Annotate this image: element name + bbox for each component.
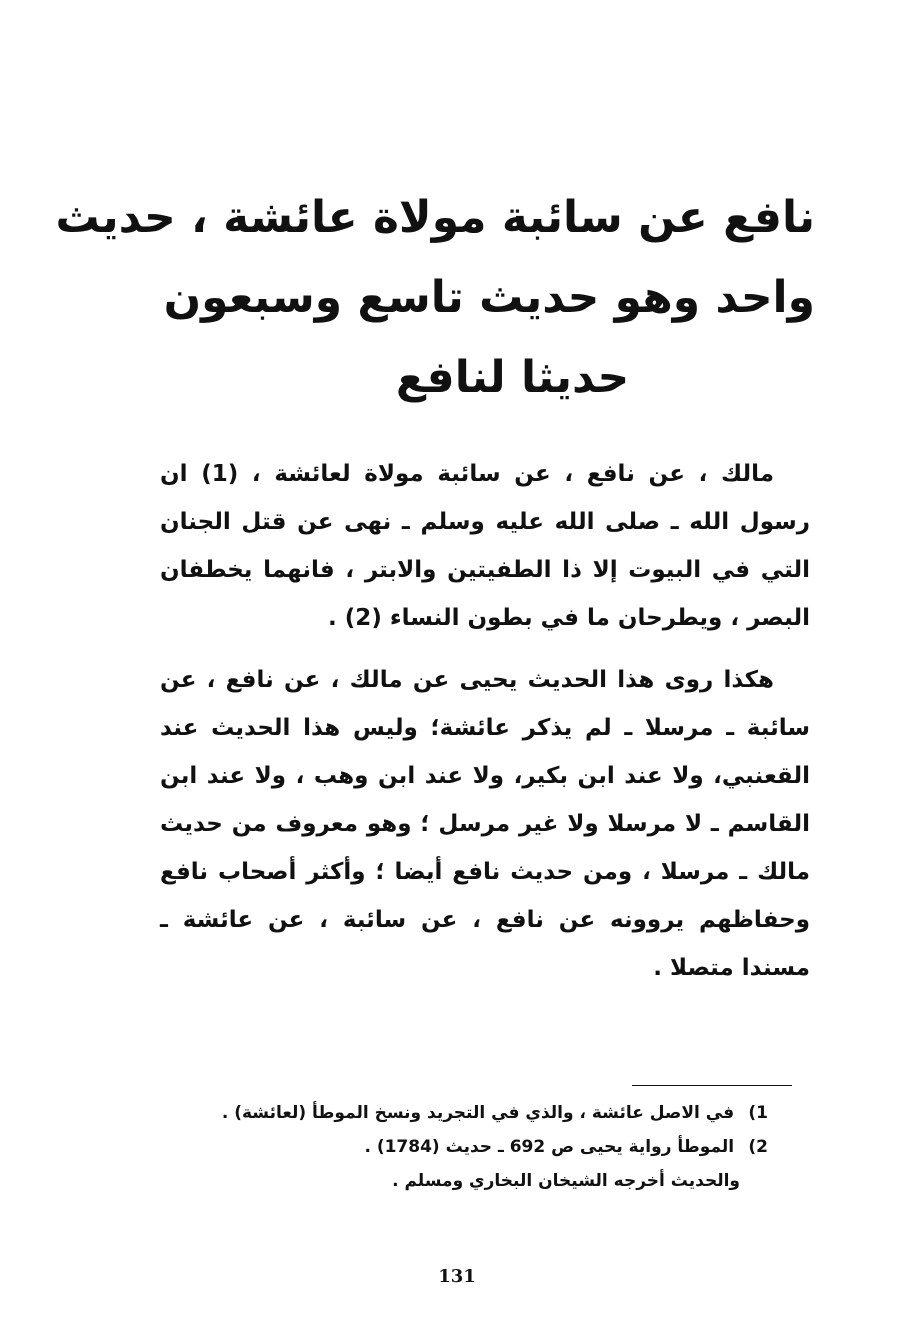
- footnote-separator: [632, 1085, 792, 1086]
- footnote-text: والحديث أخرجه الشيخان البخاري ومسلم .: [392, 1171, 740, 1191]
- footnote-2: [140, 1130, 768, 1164]
- heading-line-1: نافع عن سائبة مولاة عائشة ، حديث: [55, 192, 815, 243]
- heading-line-2: واحد وهو حديث تاسع وسبعون: [163, 272, 815, 323]
- footnote-number: 1): [748, 1103, 768, 1123]
- footnote-text: في الاصل عائشة ، والذي في التجريد ونسخ الموطأ (لعائشة) .: [221, 1103, 735, 1123]
- heading-line-3: حديثا لنافع: [395, 352, 630, 403]
- footnote-1: [140, 1096, 768, 1130]
- footnote-2-continuation: [140, 1164, 768, 1198]
- commentary-paragraph: هكذا روى هذا الحديث يحيى عن مالك ، عن نافع ، عن سائبة ـ مرسلا ـ لم يذكر عائشة؛ وليس هذا الحديث عند القعنبي، ولا عند ابن بكير، ولا عند ابن وهب ، ولا عند ابن القاسم ـ لا مرسلا ولا غير مرسل ؛ وهو معروف من حديث مالك ـ مرسلا ، ومن حديث نافع أيضا ؛ وأكثر أصحاب نافع وحفاظهم يروونه عن نافع ، عن سائبة ، عن عائشة ـ مسندا متصلا .: [160, 667, 810, 981]
- hadith-text-paragraph: مالك ، عن نافع ، عن سائبة مولاة لعائشة ، (1) ان رسول الله ـ صلى الله عليه وسلم ـ نهى عن قتل الجنان التي في البيوت إلا ذا الطفيتين والابتر ، فانهما يخطفان البصر ، ويطرحان ما في بطون النساء (2) .: [160, 461, 810, 631]
- chapter-heading: [55, 178, 815, 418]
- page-number: 131: [438, 1266, 476, 1287]
- footnotes: [140, 1096, 768, 1198]
- footnote-number: 2): [748, 1137, 768, 1157]
- footnote-text: الموطأ رواية يحيى ص 692 ـ حديث (1784) .: [364, 1137, 735, 1157]
